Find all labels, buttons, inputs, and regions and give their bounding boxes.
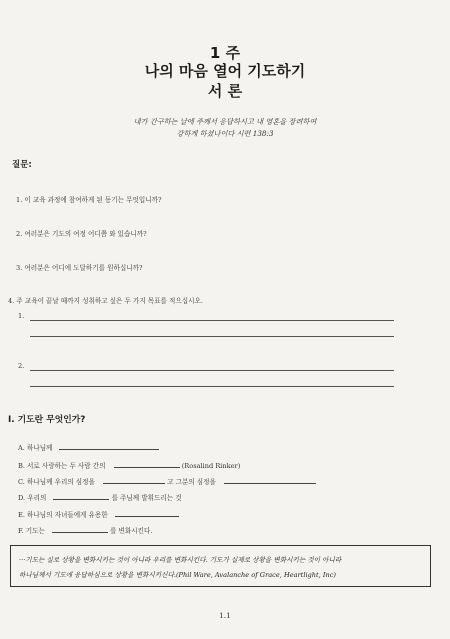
question-3: 3. 여러분은 어디에 도달하기를 원하십니까? bbox=[16, 264, 143, 272]
questions-heading: 질문: bbox=[12, 160, 32, 170]
item-f-blank bbox=[52, 525, 108, 533]
item-d-rest: 를 주님께 발휘드리는 것 bbox=[111, 494, 182, 502]
item-d-blank bbox=[53, 492, 109, 500]
quote-line-1: ···기도는 실로 상황을 변화시키는 것이 아니라 우리를 변화시킨다. 기도가 실제로 상황을 변화시키는 것이 아니라 bbox=[19, 556, 342, 564]
quote-box bbox=[10, 545, 431, 587]
verse-line-1: 내가 간구하는 날에 주께서 응답하시고 내 영혼을 장려하여 bbox=[133, 117, 317, 126]
goal-1-label: 1. bbox=[18, 312, 25, 320]
item-c-blank-1 bbox=[103, 476, 165, 484]
item-c bbox=[18, 476, 316, 486]
item-a-label: A. 하나님께 bbox=[18, 444, 53, 452]
item-b bbox=[18, 460, 240, 470]
item-b-blank bbox=[114, 460, 180, 468]
item-c-label: C. 하나님께 우리의 심정을 bbox=[18, 478, 95, 486]
item-d bbox=[18, 492, 182, 502]
quote-line-2: 하나님께서 기도에 응답하심으로 상황을 변화시키신다.(Phil Ware, Avalanche of Grace, Heartlight, Inc) bbox=[19, 571, 336, 579]
item-b-source: (Rosalind Rinker) bbox=[181, 462, 241, 470]
verse-line-2: 강하게 하셨나이다 시편 138:3 bbox=[176, 129, 274, 138]
week-heading: 1 주 bbox=[209, 44, 241, 62]
page-subtitle: 서 론 bbox=[207, 82, 243, 100]
item-f-label: F. 기도는 bbox=[18, 527, 45, 535]
item-f bbox=[18, 525, 153, 535]
item-e-label: E. 하나님의 자녀들에게 유용한 bbox=[18, 511, 108, 519]
question-4: 4. 주 교육이 끝날 때까지 성취하고 싶은 두 가지 목표를 적으십시오. bbox=[8, 297, 203, 305]
item-a-blank bbox=[59, 442, 159, 450]
item-c-middle: 고 그분의 심정을 bbox=[167, 478, 216, 486]
question-2: 2. 여러분은 기도의 여정 어디쯤 와 있습니까? bbox=[16, 230, 147, 238]
item-b-label: B. 서로 사랑하는 두 사람 간의 bbox=[18, 462, 106, 470]
item-c-blank-2 bbox=[224, 476, 316, 484]
goal-2-line-a bbox=[30, 370, 394, 371]
question-1: 1. 이 교육 과정에 참여하게 된 동기는 무엇입니까? bbox=[16, 196, 162, 204]
item-f-rest: 를 변화시킨다. bbox=[110, 527, 153, 535]
item-e bbox=[18, 509, 179, 519]
page-number: 1.1 bbox=[219, 611, 231, 620]
page-title: 나의 마음 열어 기도하기 bbox=[144, 62, 306, 80]
item-e-blank bbox=[115, 509, 179, 517]
goal-1-line-b bbox=[30, 336, 394, 337]
item-a bbox=[18, 442, 159, 452]
goal-1-line-a bbox=[30, 320, 394, 321]
goal-2-label: 2. bbox=[18, 362, 25, 370]
section-1-heading: I. 기도란 무엇인가? bbox=[8, 415, 86, 425]
goal-2-line-b bbox=[30, 386, 394, 387]
item-d-label: D. 우리의 bbox=[18, 494, 47, 502]
